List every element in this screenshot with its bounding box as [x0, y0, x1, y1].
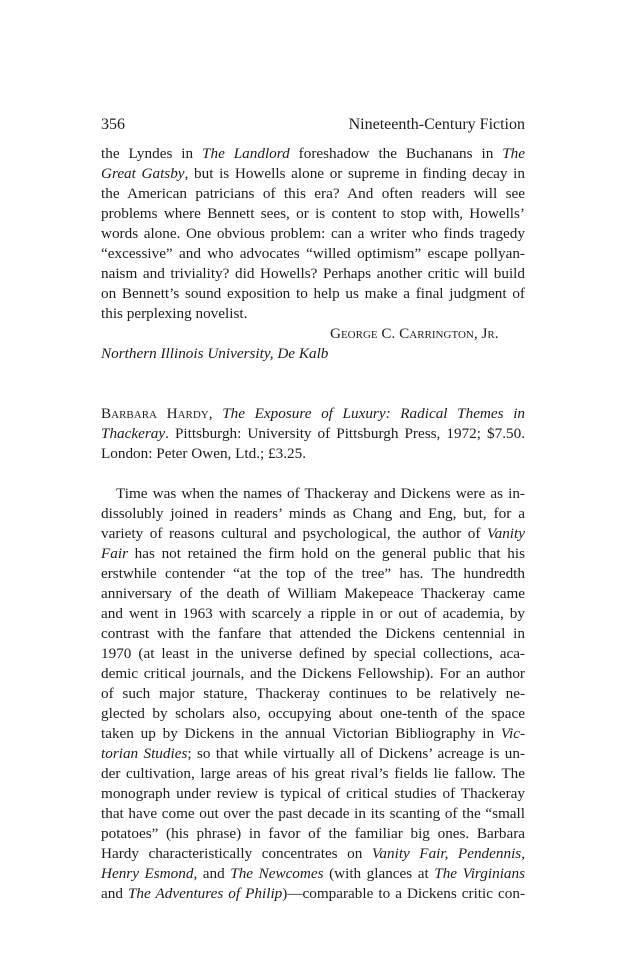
review-body-line: demic critical journals, and the Dickens Fellowship). For an author	[101, 665, 525, 682]
review-body-line: Time was when the names of Thackeray and Dickens were as in-	[116, 485, 525, 502]
review-body-line: 1970 (at least in the universe defined by special collections, aca-	[101, 645, 525, 662]
review-body-line: Hardy characteristically concentrates on Vanity Fair, Pendennis,	[101, 845, 525, 862]
citation-line: Barbara Hardy, The Exposure of Luxury: Radical Themes in	[101, 405, 526, 422]
review-body-line: Fair has not retained the firm hold on the general public that his	[101, 545, 525, 562]
journal-title: Nineteenth-Century Fiction	[348, 116, 525, 133]
review-body-line: of such major stature, Thackeray continues to be relatively ne-	[101, 685, 525, 702]
review-body-line: erstwhile contender “at the top of the tree” has. The hundredth	[101, 565, 525, 582]
prev-review-line: Great Gatsby, but is Howells alone or supreme in finding decay in	[101, 165, 525, 182]
prev-review-line: the American patricians of this era? And often readers will see	[101, 185, 525, 202]
review-body-line: and The Adventures of Philip)—comparable to a Dickens critic con-	[101, 885, 525, 902]
reviewer-affiliation: Northern Illinois University, De Kalb	[101, 345, 329, 362]
review-body-line: potatoes” (his phrase) in favor of the familiar big ones. Barbara	[101, 825, 525, 842]
reviewer-name: George C. Carrington, Jr.	[330, 325, 499, 342]
review-body-line: that have come out over the past decade in its scanting of the “small	[101, 805, 525, 822]
prev-review-line: words alone. One obvious problem: can a writer who finds tragedy	[101, 225, 525, 242]
prev-review-line: problems where Bennett sees, or is content to stop with, Howells’	[101, 205, 525, 222]
review-body-line: contrast with the fanfare that attended the Dickens centennial in	[101, 625, 525, 642]
review-body-line: Henry Esmond, and The Newcomes (with glances at The Virginians	[101, 865, 526, 882]
prev-review-line: this perplexing novelist.	[101, 305, 248, 322]
running-head	[101, 116, 525, 138]
review-body-line: monograph under review is typical of critical studies of Thackeray	[101, 785, 525, 802]
prev-review-line: naism and triviality? did Howells? Perhaps another critic will build	[101, 265, 525, 282]
page-number: 356	[101, 116, 125, 133]
review-body-line: anniversary of the death of William Makepeace Thackeray came	[101, 585, 525, 602]
review-body-line: and went in 1963 with scarcely a ripple in or out of academia, by	[101, 605, 525, 622]
citation-line: London: Peter Owen, Ltd.; £3.25.	[101, 445, 307, 462]
review-body-line: glected by scholars also, occupying about one-tenth of the space	[101, 705, 525, 722]
review-body-line: taken up by Dickens in the annual Victorian Bibliography in Vic-	[101, 725, 525, 742]
review-body-line: variety of reasons cultural and psychological, the author of Vanity	[101, 525, 525, 542]
review-body-line: der cultivation, large areas of his great rival’s fields lie fallow. The	[101, 765, 525, 782]
prev-review-line: the Lyndes in The Landlord foreshadow the Buchanans in The	[101, 145, 526, 162]
review-body-line: torian Studies; so that while virtually all of Dickens’ acreage is un-	[101, 745, 525, 762]
review-body-line: dissolubly joined in readers’ minds as Chang and Eng, but, for a	[101, 505, 525, 522]
citation-line: Thackeray. Pittsburgh: University of Pittsburgh Press, 1972; $7.50.	[101, 425, 525, 442]
prev-review-line: on Bennett’s sound exposition to help us make a final judgment of	[101, 285, 525, 302]
prev-review-line: “excessive” and who advocates “willed optimism” escape pollyan-	[101, 245, 525, 262]
